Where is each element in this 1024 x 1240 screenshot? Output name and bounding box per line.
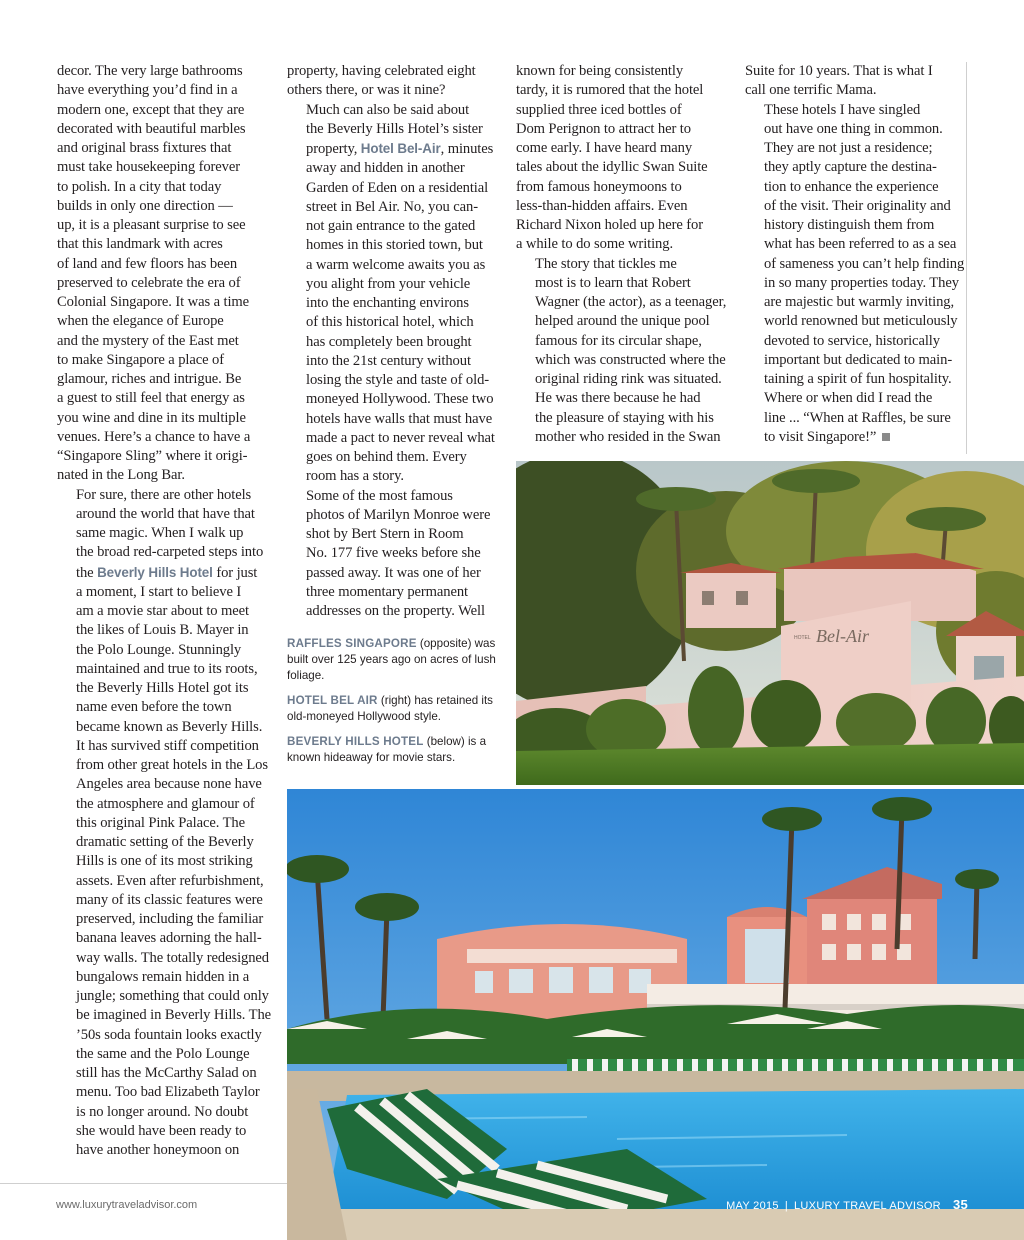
- text-line: in so many properties today. They: [764, 274, 959, 291]
- paragraph: Much can also be said about the Beverly Hills Hotel’s sister property, Hotel Bel-Air, minutes away and hidden in another Garden of Eden on a residential street in Bel Air. No, you can- not gain entrance to the gated homes in this storied town, but a warm welcome awaits you as you alight from your vehicle into the enchanting environs of this historical hotel, which has completely been brought into the 21st century without losing the style and taste of old- moneyed Hollywood. These two hotels have walls that must have made a pact to never reveal what goes on behind them. Every room has a story.: [287, 101, 502, 487]
- text-line: original riding rink was situated.: [535, 371, 722, 387]
- text-line: world renowned but meticulously: [764, 313, 958, 330]
- text-line: of sameness you can’t help finding: [764, 255, 965, 272]
- text-line: into the enchanting environs: [306, 295, 469, 311]
- text-line: supplied three iced bottles of: [516, 101, 682, 118]
- text-line: losing the style and taste of old-: [306, 372, 490, 388]
- text-line: Much can also be said about: [306, 101, 470, 118]
- text-line: mother who resided in the Swan: [535, 428, 721, 445]
- text-line: when the elegance of Europe: [57, 313, 224, 330]
- bel-air-illustration: [516, 461, 1024, 785]
- paragraph: [745, 62, 960, 101]
- paragraph: [57, 62, 267, 486]
- paragraph: [516, 62, 731, 255]
- text-line: They are not just a residence;: [764, 140, 933, 156]
- text-line: you wine and dine in its multiple: [57, 409, 246, 426]
- text-line: street in Bel Air. No, you can-: [306, 198, 478, 215]
- paragraph: [745, 389, 960, 447]
- text-line: jungle; something that could only: [76, 988, 269, 1004]
- text-line: assets. Even after refurbishment,: [76, 872, 264, 889]
- caption-bel-air: HOTEL BEL AIR (right) has retained its old-moneyed Hollywood style.: [287, 694, 493, 723]
- text-line: glamour, riches and intrigue. Be: [57, 371, 242, 387]
- text-line: maintained and true to its roots,: [76, 660, 258, 677]
- text-line: the Polo Lounge. Stunningly: [76, 641, 242, 658]
- text-line: that this landmark with acres: [57, 236, 223, 253]
- text-line: which was constructed where the: [535, 351, 726, 368]
- text-line: tales about the idyllic Swan Suite: [516, 159, 708, 176]
- text-line: Richard Nixon holed up here for: [516, 217, 703, 233]
- text-line: three momentary permanent: [306, 583, 469, 600]
- text-line: goes on behind them. Every: [306, 449, 467, 465]
- text-line: modern one, except that they are: [57, 101, 245, 118]
- paragraph: [745, 101, 965, 390]
- text-line: taining a spirit of fun hospitality.: [764, 371, 952, 387]
- article-column-3: [516, 62, 731, 447]
- text-line: the likes of Louis B. Mayer in: [76, 622, 249, 639]
- text-line: made a pact to never reveal what: [306, 429, 495, 446]
- text-line: ’50s soda fountain looks exactly: [76, 1026, 262, 1043]
- text-line: famous for its circular shape,: [535, 332, 702, 349]
- text-line: shot by Bert Stern in Room: [306, 526, 464, 542]
- text-line: dramatic setting of the Beverly: [76, 834, 254, 850]
- text-line: come early. I have heard many: [516, 140, 693, 156]
- text-line: to make Singapore a place of: [57, 351, 224, 368]
- text-line: decor. The very large bathrooms: [57, 63, 243, 79]
- text-line: tion to enhance the experience: [764, 178, 939, 195]
- text-line: preserved to celebrate the era of: [57, 274, 241, 291]
- text-line: you alight from your vehicle: [306, 275, 471, 292]
- article-column-4: [745, 62, 965, 447]
- text-line: from other great hotels in the Los: [76, 757, 268, 773]
- text-line: the Beverly Hills Hotel got its: [76, 680, 249, 696]
- text-line: call one terrific Mama.: [745, 82, 877, 99]
- paragraph: [287, 62, 502, 101]
- bel-air-sign: Bel-Air: [816, 626, 869, 646]
- text-line: Hills is one of its most striking: [76, 853, 253, 870]
- footer-separator: |: [784, 1200, 789, 1212]
- text-line: moneyed Hollywood. These two: [306, 391, 494, 408]
- beverly-hills-illustration: [287, 789, 1024, 1240]
- text-line: line ... “When at Raffles, be sure: [764, 409, 951, 426]
- text-line: Wagner (the actor), as a teenager,: [535, 294, 727, 310]
- text-line: Some of the most famous: [306, 487, 453, 504]
- text-line: It has survived stiff competition: [76, 737, 259, 754]
- text-line: am a movie star about to meet: [76, 603, 249, 619]
- text-line: into the 21st century without: [306, 352, 471, 369]
- text-line: For sure, there are other hotels: [76, 486, 252, 503]
- text-line: passed away. It was one of her: [306, 564, 481, 581]
- text-line: addresses on the property. Well: [306, 603, 485, 619]
- text-line: bungalows remain hidden in a: [76, 968, 250, 985]
- text-line: banana leaves adorning the hall-: [76, 930, 262, 947]
- text-line: a moment, I start to believe I: [76, 583, 242, 600]
- text-line: decorated with beautiful marbles: [57, 120, 246, 137]
- text-line: same magic. When I walk up: [76, 525, 244, 541]
- text-line: the broad red-carpeted steps into: [76, 544, 264, 561]
- text-line: “Singapore Sling” where it origi-: [57, 448, 248, 464]
- text-line: Angeles area because none have: [76, 776, 262, 793]
- text-line: of land and few floors has been: [57, 255, 238, 272]
- text-line: Dom Perignon to attract her to: [516, 120, 691, 137]
- page-number: 35: [952, 1197, 968, 1212]
- text-line: preserved, including the familiar: [76, 911, 264, 927]
- text-line: photos of Marilyn Monroe were: [306, 506, 491, 523]
- text-line: and the mystery of the East met: [57, 332, 239, 349]
- text-line: this original Pink Palace. The: [76, 814, 245, 831]
- text-line: nated in the Long Bar.: [57, 467, 185, 484]
- text-line: way walls. The totally redesigned: [76, 949, 269, 966]
- text-line: and original brass fixtures that: [57, 140, 232, 156]
- text-line: most is to learn that Robert: [535, 274, 691, 291]
- text-line: the pleasure of staying with his: [535, 409, 714, 426]
- text-line: Garden of Eden on a residential: [306, 179, 489, 196]
- text-line: they aptly capture the destina-: [764, 159, 937, 176]
- text-line: around the world that have that: [76, 505, 255, 522]
- footer-url: www.luxurytraveladvisor.com: [56, 1199, 198, 1211]
- text-line: up, it is a pleasant surprise to see: [57, 217, 246, 233]
- text-line: is no longer around. No doubt: [76, 1103, 249, 1120]
- text-line: out have one thing in common.: [764, 120, 943, 137]
- text-line: Suite for 10 years. That is what I: [745, 63, 933, 79]
- text-line: away and hidden in another: [306, 160, 465, 177]
- text-line: He was there because he had: [535, 390, 701, 407]
- article-column-2: [287, 62, 502, 621]
- text-line: a guest to still feel that energy as: [57, 390, 245, 407]
- text-line: has completely been brought: [306, 333, 472, 350]
- text-line: what has been referred to as a sea: [764, 236, 957, 253]
- paragraph: [516, 255, 731, 448]
- text-line: of the visit. Their originality and: [764, 197, 951, 214]
- text-line: the same and the Polo Lounge: [76, 1045, 250, 1062]
- text-line: important but dedicated to main-: [764, 351, 953, 368]
- text-line: the atmosphere and glamour of: [76, 795, 255, 812]
- text-line: to polish. In a city that today: [57, 178, 222, 195]
- text-line: These hotels I have singled: [764, 101, 921, 118]
- text-line: room has a story.: [306, 468, 404, 485]
- text-line: the Beverly Hills Hotel’s sister: [306, 120, 483, 137]
- text-line: history distinguish them from: [764, 217, 935, 233]
- text-line: must take housekeeping forever: [57, 159, 241, 176]
- text-line: she would have been ready to: [76, 1122, 247, 1139]
- caption-beverly-hills: BEVERLY HILLS HOTEL (below) is a known hideaway for movie stars.: [287, 735, 487, 764]
- text-line: Where or when did I read the: [764, 390, 933, 407]
- text-line: name even before the town: [76, 699, 232, 716]
- photo-hotel-bel-air: [516, 461, 1024, 785]
- text-line: tardy, it is rumored that the hotel: [516, 82, 704, 99]
- hotel-name-highlight: Beverly Hills Hotel: [97, 564, 213, 580]
- text-line: a while to do some writing.: [516, 236, 673, 253]
- bel-air-sign-small: HOTEL: [794, 635, 811, 641]
- text-line: homes in this storied town, but: [306, 237, 483, 254]
- text-line: builds in only one direction —: [57, 197, 233, 214]
- text-line: from famous honeymoons to: [516, 178, 682, 195]
- text-line: known for being consistently: [516, 63, 684, 79]
- text-line: devoted to service, historically: [764, 332, 940, 349]
- text-line: to visit Singapore!”: [745, 428, 960, 447]
- text-line: venues. Here’s a chance to have a: [57, 428, 251, 445]
- text-line: menu. Too bad Elizabeth Taylor: [76, 1084, 260, 1101]
- footer-folio: [726, 1197, 968, 1212]
- text-line: many of its classic features were: [76, 891, 263, 908]
- text-line: No. 177 five weeks before she: [306, 545, 481, 562]
- text-line: have everything you’d find in a: [57, 82, 238, 99]
- text-line: be imagined in Beverly Hills. The: [76, 1007, 272, 1024]
- text-line: others there, or was it nine?: [287, 82, 446, 99]
- text-line: are majestic but warmly inviting,: [764, 294, 955, 310]
- hotel-name-highlight: Hotel Bel-Air: [360, 141, 441, 156]
- end-of-article-mark: [882, 433, 890, 441]
- text-line: Colonial Singapore. It was a time: [57, 294, 250, 310]
- text-line: a warm welcome awaits you as: [306, 256, 486, 273]
- footer-date: MAY 2015: [726, 1200, 779, 1212]
- article-column-1: [57, 62, 272, 1160]
- text-line: still has the McCarthy Salad on: [76, 1065, 257, 1081]
- text-line: less-than-hidden affairs. Even: [516, 197, 688, 214]
- caption-raffles: RAFFLES SINGAPORE (opposite) was built over 125 years ago on acres of lush foliage.: [287, 637, 496, 682]
- text-line: became known as Beverly Hills.: [76, 718, 263, 735]
- footer-rule: [0, 1183, 287, 1184]
- photo-beverly-hills-hotel: [287, 789, 1024, 1240]
- photo-captions: [287, 636, 509, 775]
- column-divider: [966, 62, 967, 454]
- text-line: The story that tickles me: [535, 255, 677, 272]
- text-line: not gain entrance to the gated: [306, 218, 476, 234]
- text-line: helped around the unique pool: [535, 313, 710, 330]
- paragraph: For sure, there are other hotels around the world that have that same magic. When I walk up the broad red-carpeted steps into the Beverly Hills Hotel for just a moment, I start to believe I am a movie star about to meet the likes of Louis B. Mayer in the Polo Lounge. Stunningly maintained and true to its roots, the Beverly Hills Hotel got its name even before the town became known as Beverly Hills. It has survived stiff competition from other great hotels in the Los Angeles area because none have the atmosphere and glamour of this original Pink Palace. The dramatic setting of the Beverly Hills is one of its most striking assets. Even after refurbishment, many of its classic features were preserved, including the familiar banana leaves adorning the hall- way walls. The totally redesigned bungalows remain hidden in a jungle; something that could only be imagined in Beverly Hills. The ’50s soda fountain looks exactly the same and the Polo Lounge still has the McCarthy Salad on menu. Too bad Elizabeth Taylor is no longer around. No doubt she would have been ready to have another honeymoon on: [57, 486, 267, 1161]
- text-line: hotels have walls that must have: [306, 410, 493, 427]
- text-line: of this historical hotel, which: [306, 314, 474, 331]
- footer-magazine: LUXURY TRAVEL ADVISOR: [794, 1200, 941, 1212]
- paragraph: [287, 487, 502, 622]
- text-line: property, having celebrated eight: [287, 63, 476, 79]
- text-line: have another honeymoon on: [76, 1142, 240, 1158]
